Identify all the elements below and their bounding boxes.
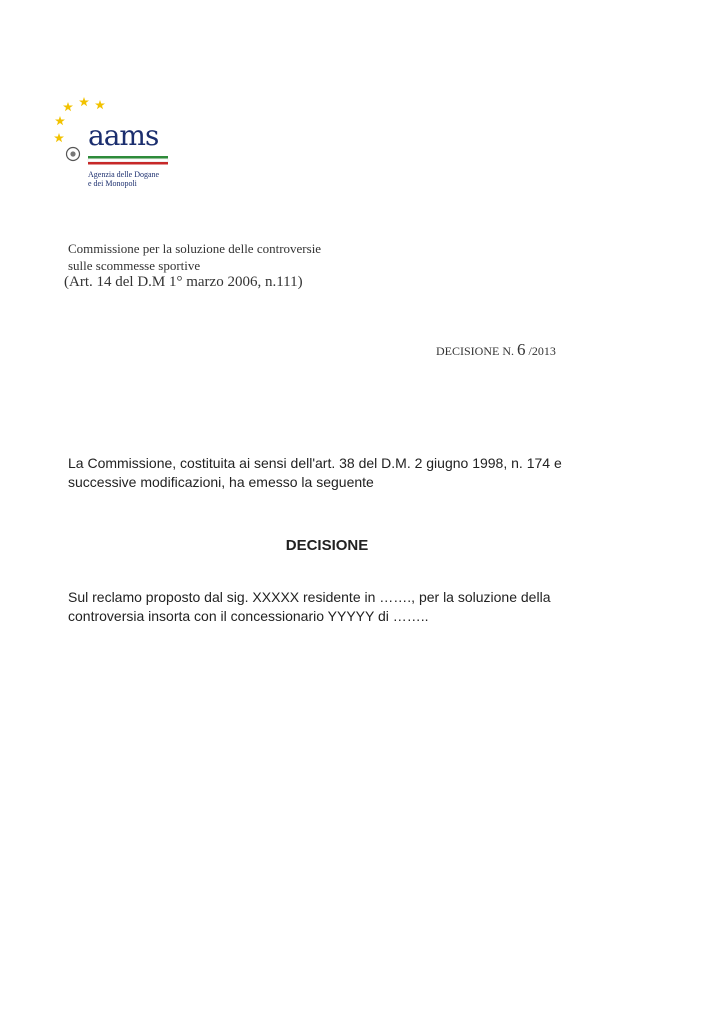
intro-paragraph — [68, 454, 634, 492]
white-stripe — [88, 159, 168, 162]
logo-wordmark: aams — [88, 119, 159, 152]
decision-number — [436, 340, 556, 360]
intro-line1: La Commissione, costituita ai sensi dell'art. 38 del D.M. 2 giugno 1998, n. 174 e — [68, 455, 562, 471]
green-stripe — [88, 156, 168, 159]
logo-subtitle-line2: e dei Monopoli — [88, 179, 137, 188]
claim-line2: controversia insorta con il concessionario YYYYY di …….. — [68, 608, 429, 624]
commission-header — [64, 240, 322, 291]
commission-legal-ref: (Art. 14 del D.M 1° marzo 2006, n.111) — [64, 274, 303, 290]
aams-logo — [52, 96, 176, 202]
commission-line2: sulle scommesse sportive — [68, 258, 201, 273]
claim-line1: Sul reclamo proposto dal sig. XXXXX residente in ……., per la soluzione della — [68, 589, 551, 605]
logo-subtitle-line1: Agenzia delle Dogane — [88, 170, 160, 179]
decision-number-year: /2013 — [528, 344, 556, 358]
commission-line1: Commissione per la soluzione delle controversie — [68, 241, 322, 256]
claim-paragraph — [68, 588, 634, 626]
emblem-icon — [67, 148, 80, 161]
red-stripe — [88, 162, 168, 165]
decision-heading: DECISIONE — [285, 537, 369, 554]
decision-number-prefix: DECISIONE N. — [436, 344, 514, 358]
logo-subtitle — [88, 170, 159, 188]
decision-number-value: 6 — [517, 340, 526, 359]
intro-line2: successive modificazioni, ha emesso la seguente — [68, 474, 374, 490]
